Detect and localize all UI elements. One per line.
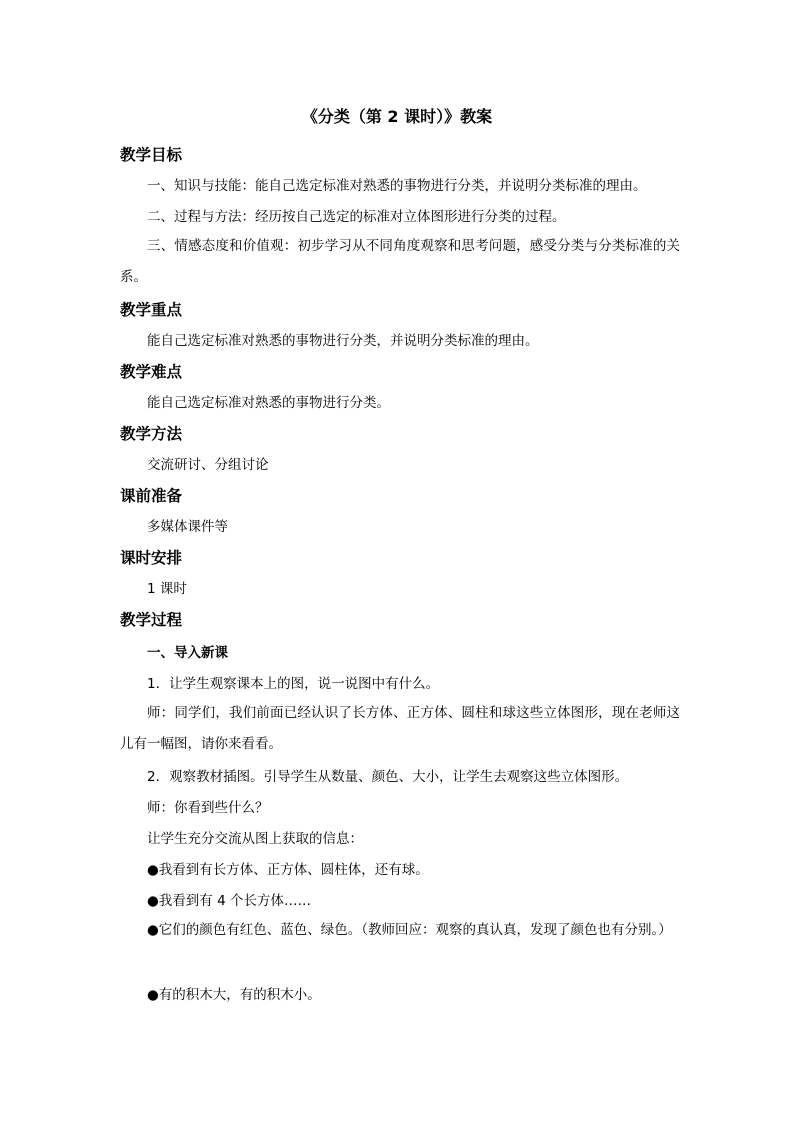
bullet-item: ●有的积木大，有的积木小。	[147, 987, 321, 1003]
preparation-text: 多媒体课件等	[147, 519, 228, 535]
process-line-2: 师：同学们，我们前面已经认识了长方体、正方体、圆柱和球这些立体图形，现在老师这儿有一幅图，请你来看看。	[120, 705, 680, 752]
heading-process: 教学过程	[120, 611, 183, 629]
bullet-item: ●我看到有 4 个长方体……	[147, 893, 311, 909]
process-line-1: 1．让学生观察课本上的图，说一说图中有什么。	[147, 676, 440, 692]
heading-objectives: 教学目标	[120, 146, 183, 164]
document-title: 《分类（第 2 课时）》教案	[301, 107, 493, 126]
bullet-item: ●我看到有长方体、正方体、圆柱体，还有球。	[147, 862, 429, 878]
difficulties-text: 能自己选定标准对熟悉的事物进行分类。	[147, 395, 390, 411]
heading-schedule: 课时安排	[120, 549, 183, 567]
objective-item-2: 二、过程与方法：经历按自己选定的标准对立体图形进行分类的过程。	[147, 209, 566, 225]
process-line-3: 2．观察教材插图。引导学生从数量、颜色、大小，让学生去观察这些立体图形。	[147, 769, 629, 785]
heading-preparation: 课前准备	[120, 487, 183, 505]
bullet-item: ●它们的颜色有红色、蓝色、绿色。（教师回应：观察的真认真，发现了颜色也有分别。）	[147, 922, 672, 938]
heading-key-points: 教学重点	[120, 301, 183, 319]
schedule-text: 1 课时	[147, 581, 187, 597]
objective-item-1: 一、知识与技能：能自己选定标准对熟悉的事物进行分类，并说明分类标准的理由。	[147, 178, 647, 194]
heading-methods: 教学方法	[120, 425, 183, 443]
process-line-4: 师：你看到些什么？	[147, 800, 269, 816]
methods-text: 交流研讨、分组讨论	[147, 457, 269, 473]
process-line-5: 让学生充分交流从图上获取的信息：	[147, 831, 363, 847]
objective-item-3: 三、情感态度和价值观：初步学习从不同角度观察和思考问题，感受分类与分类标准的关系。	[120, 238, 680, 285]
heading-difficulties: 教学难点	[120, 363, 183, 381]
process-subheading: 一、导入新课	[147, 645, 228, 661]
key-points-text: 能自己选定标准对熟悉的事物进行分类，并说明分类标准的理由。	[147, 333, 539, 349]
